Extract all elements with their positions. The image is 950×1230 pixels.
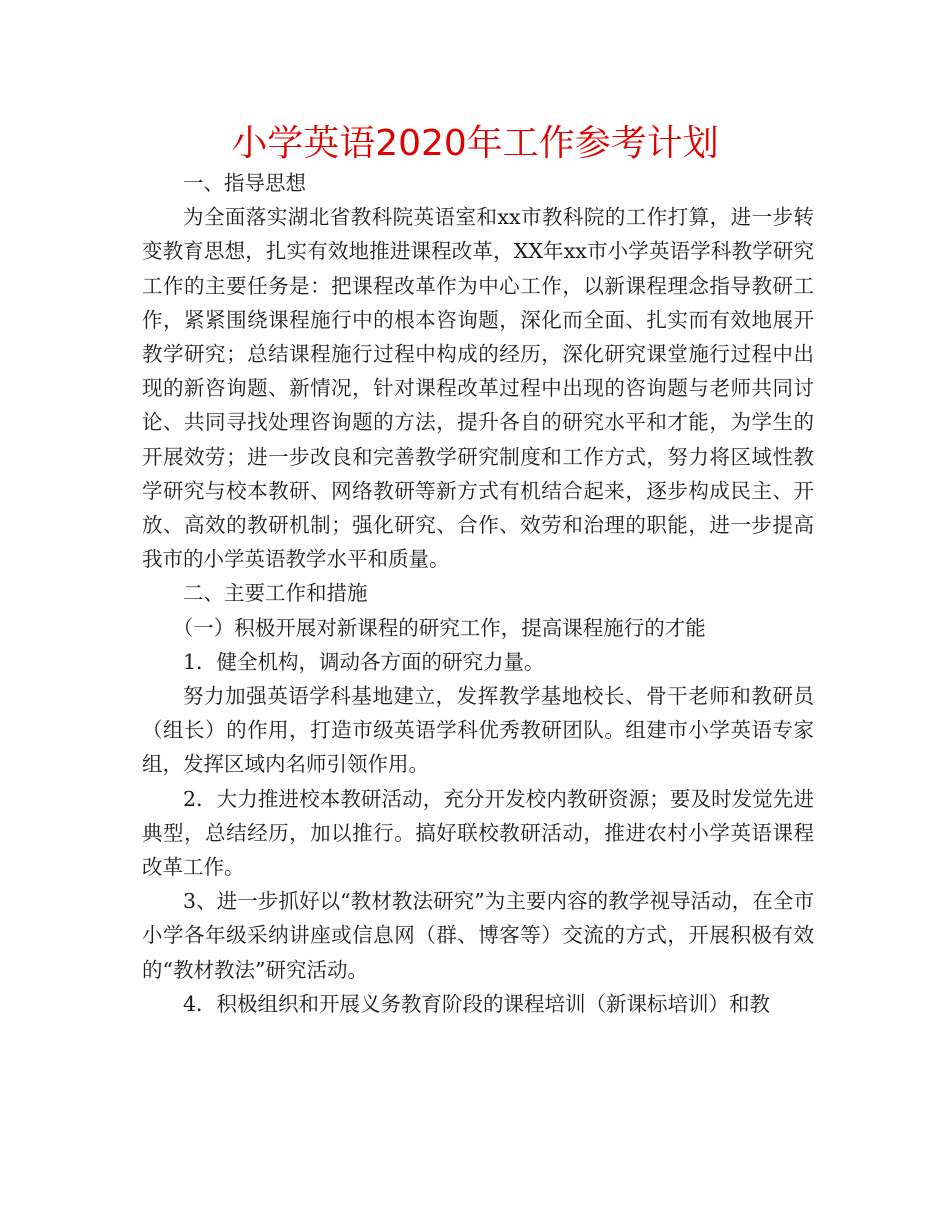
subsection-heading-new-curriculum: （一）积极开展对新课程的研究工作，提高课程施行的才能 <box>172 615 706 640</box>
paragraph-teaching-inspection: 3、进一步抓好以“教材教法研究”为主要内容的教学视导活动，在全市小学各年级采纳讲座或信息网（群、博客等）交流的方式，开展积极有效的“教材教法”研究活动。 <box>142 889 814 982</box>
document-body <box>142 166 814 1021</box>
paragraph-school-research: 2．大力推进校本教研活动，充分开发校内教研资源；要及时发觉先进典型，总结经历，加以推行。搞好联校教研活动，推进农村小学英语课程改革工作。 <box>142 786 814 880</box>
paragraph-guiding-thought: 为全面落实湖北省教科院英语室和xx市教科院的工作打算，进一步转变教育思想，扎实有效地推进课程改革，XX年xx市小学英语学科教学研究工作的主要任务是：把课程改革作为中心工作，以新课程理念指导教研工作，紧紧围绕课程施行中的根本咨询题，深化而全面、扎实而有效地展开教学研究；总结课程施行过程中构成的经历，深化研究课堂施行过程中出现的新咨询题、新情况，针对课程改革过程中出现的咨询题与老师共同讨论、共同寻找处理咨询题的方法，提升各自的研究水平和才能，为学生的开展效劳；进一步改良和完善教学研究制度和工作方式，努力将区域性教学研究与校本教研、网络教研等新方式有机结合起来，逐步构成民主、开放、高效的教研机制；强化研究、合作、效劳和治理的职能，进一步提高我市的小学英语教学水平和质量。 <box>142 205 814 572</box>
paragraph-organization: 努力加强英语学科基地建立，发挥教学基地校长、骨干老师和教研员（组长）的作用，打造市级英语学科优秀教研团队。组建市小学英语专家组，发挥区域内名师引领作用。 <box>142 684 814 777</box>
paragraph-curriculum-training: 4．积极组织和开展义务教育阶段的课程培训（新课标培训）和教 <box>183 991 771 1016</box>
section-heading-main-work: 二、主要工作和措施 <box>183 581 368 606</box>
document-title: 小学英语2020年工作参考计划 <box>231 123 719 164</box>
section-heading-guiding-thought: 一、指导思想 <box>183 171 306 195</box>
item-heading-organization: 1．健全机构，调动各方面的研究力量。 <box>183 649 545 674</box>
